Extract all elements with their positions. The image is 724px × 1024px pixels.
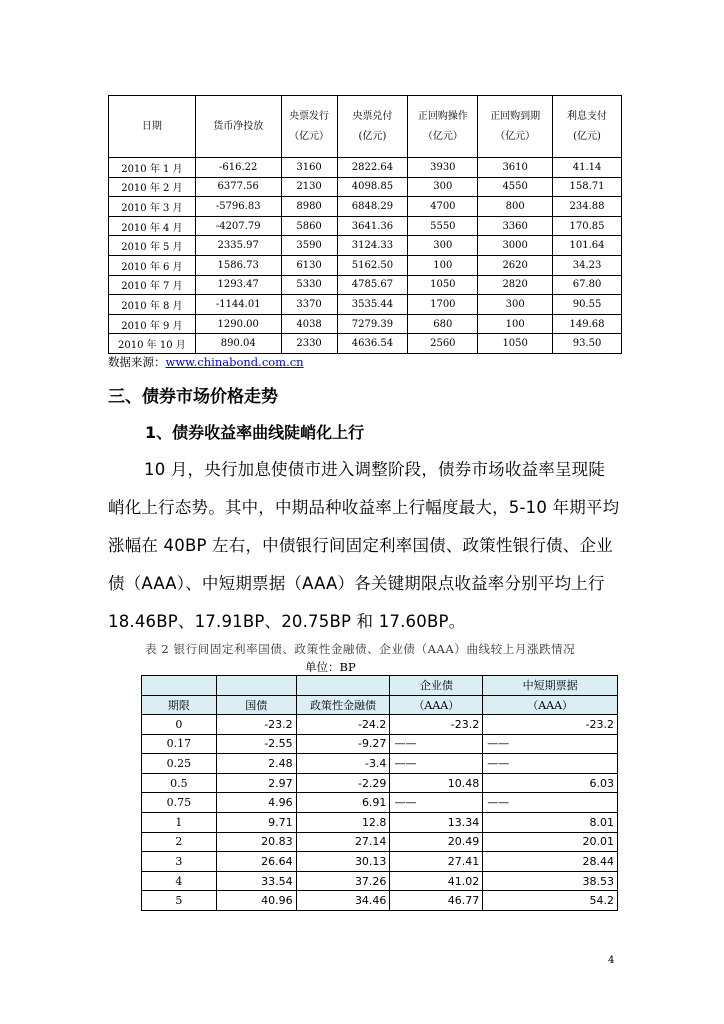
table-cell: 7279.39 — [337, 314, 408, 334]
table-cell: -9.27 — [296, 734, 390, 754]
table-cell: 2010 年 10 月 — [109, 334, 196, 354]
table2-header-cell: （AAA） — [483, 695, 618, 715]
table-cell: 5550 — [408, 216, 478, 236]
table-cell: 800 — [478, 197, 553, 217]
table-cell: 5162.50 — [337, 255, 408, 275]
table-cell: -5796.83 — [195, 197, 281, 217]
table-cell: -24.2 — [296, 715, 390, 735]
table-cell: -23.2 — [390, 715, 483, 735]
table2-header-cell: 政策性金融债 — [296, 695, 390, 715]
table-cell: 4.96 — [216, 793, 296, 813]
table-row — [109, 197, 622, 217]
table-cell: 30.13 — [296, 852, 390, 872]
header-line: 央票发行 — [289, 110, 330, 122]
table-cell: —— — [483, 793, 618, 813]
table-cell: 300 — [408, 236, 478, 256]
table2-header-cell: 企业债 — [390, 676, 483, 696]
table2-header-cell — [216, 676, 296, 696]
table-cell: -616.22 — [195, 158, 281, 178]
table2-header-cell — [296, 676, 390, 696]
table-row — [109, 295, 622, 315]
table-row — [142, 832, 618, 852]
table-cell: -23.2 — [483, 715, 618, 735]
table2-header-cell: （AAA） — [390, 695, 483, 715]
table2-unit: 单位：BP — [305, 660, 356, 674]
table-row — [142, 891, 618, 911]
table2-header-cell: 国债 — [216, 695, 296, 715]
header-line: 日期 — [141, 120, 162, 132]
table-cell: —— — [483, 754, 618, 774]
table-cell: 234.88 — [553, 197, 622, 217]
table-cell: 300 — [408, 177, 478, 197]
table-cell: 2010 年 6 月 — [109, 255, 196, 275]
table-row — [142, 812, 618, 832]
table-cell: 38.53 — [483, 871, 618, 891]
header-line: 利息支付 — [567, 110, 608, 122]
table-row — [109, 158, 622, 178]
table-cell: 10.48 — [390, 773, 483, 793]
table-cell: 5330 — [281, 275, 337, 295]
table-cell: 1 — [142, 812, 217, 832]
table-cell: 0.75 — [142, 793, 217, 813]
table-cell: 2.97 — [216, 773, 296, 793]
table-row — [142, 852, 618, 872]
table-cell: -23.2 — [216, 715, 296, 735]
data-source-note — [108, 354, 304, 370]
table-cell: 2822.64 — [337, 158, 408, 178]
table-cell: 4 — [142, 871, 217, 891]
table-row — [109, 216, 622, 236]
table-cell: 4785.67 — [337, 275, 408, 295]
table-row — [109, 275, 622, 295]
table-row — [142, 754, 618, 774]
table-row — [109, 314, 622, 334]
table-cell: 3610 — [478, 158, 553, 178]
table-cell: 2010 年 8 月 — [109, 295, 196, 315]
table-cell: 8980 — [281, 197, 337, 217]
table-cell: 3160 — [281, 158, 337, 178]
table2-header-cell: 期限 — [142, 695, 217, 715]
table-cell: 54.2 — [483, 891, 618, 911]
table-cell: 3930 — [408, 158, 478, 178]
table-cell: 27.41 — [390, 852, 483, 872]
table-cell: 2010 年 3 月 — [109, 197, 196, 217]
table-cell: 34.23 — [553, 255, 622, 275]
table-cell: —— — [390, 754, 483, 774]
table1-header-row — [109, 96, 622, 158]
table-cell: 2010 年 1 月 — [109, 158, 196, 178]
table-cell: 3360 — [478, 216, 553, 236]
table2-header-row-2 — [142, 695, 618, 715]
table-cell: 2010 年 2 月 — [109, 177, 196, 197]
table-cell: 6848.29 — [337, 197, 408, 217]
table1-header-cell — [408, 96, 478, 158]
table-cell: 34.46 — [296, 891, 390, 911]
table-row — [109, 334, 622, 354]
table2-header-cell: 中短期票据 — [483, 676, 618, 696]
table-row — [109, 255, 622, 275]
table-cell: 4038 — [281, 314, 337, 334]
table-cell: 2.48 — [216, 754, 296, 774]
table-row — [142, 734, 618, 754]
table-cell: 0.5 — [142, 773, 217, 793]
table-cell: 6130 — [281, 255, 337, 275]
table-cell: 2335.97 — [195, 236, 281, 256]
data-source-label: 数据来源： — [108, 355, 166, 369]
table-cell: 158.71 — [553, 177, 622, 197]
header-line: 正回购到期 — [490, 110, 541, 122]
table-cell: 4636.54 — [337, 334, 408, 354]
header-line: (亿元) — [573, 130, 601, 142]
table-cell: 40.96 — [216, 891, 296, 911]
subsection-title: 1、债券收益率曲线陡峭化上行 — [145, 423, 365, 442]
table-row — [109, 177, 622, 197]
table-cell: 1293.47 — [195, 275, 281, 295]
table-cell: 2560 — [408, 334, 478, 354]
table-cell: —— — [390, 793, 483, 813]
table-cell: 2820 — [478, 275, 553, 295]
table-cell: 300 — [478, 295, 553, 315]
data-source-link[interactable]: www.chinabond.com.cn — [165, 355, 304, 369]
table-cell: 27.14 — [296, 832, 390, 852]
header-line: （亿元） — [495, 130, 536, 142]
table-cell: 20.01 — [483, 832, 618, 852]
section-title: 三、债券市场价格走势 — [108, 387, 278, 407]
table-cell: 28.44 — [483, 852, 618, 872]
table-cell: 1700 — [408, 295, 478, 315]
table-cell: 6.91 — [296, 793, 390, 813]
table-cell: 100 — [478, 314, 553, 334]
table-cell: 26.64 — [216, 852, 296, 872]
table-cell: 100 — [408, 255, 478, 275]
header-line: 货币净投放 — [213, 120, 264, 132]
table-cell: 20.49 — [390, 832, 483, 852]
table-cell: 20.83 — [216, 832, 296, 852]
table-cell: 3000 — [478, 236, 553, 256]
table-cell: 13.34 — [390, 812, 483, 832]
table-cell: 41.14 — [553, 158, 622, 178]
table-cell: 5860 — [281, 216, 337, 236]
table1-header-cell — [553, 96, 622, 158]
table-cell: 4700 — [408, 197, 478, 217]
table-cell: 6377.56 — [195, 177, 281, 197]
table-cell: -4207.79 — [195, 216, 281, 236]
table-cell: 67.80 — [553, 275, 622, 295]
table2-header-row-1 — [142, 676, 618, 696]
table-cell: 3590 — [281, 236, 337, 256]
body-paragraph: 10 月，央行加息使债市进入调整阶段，债券市场收益率呈现陡峭化上行态势。其中，中期品种收益率上行幅度最大，5-10 年期平均涨幅在 40BP 左右，中债银行间固定利率国债、政策性银行债、企业债（AAA）、中短期票据（AAA）各关键期限点收益率分别平均上行 18.46BP、17.91BP、20.75BP 和 17.60BP。 — [108, 460, 620, 631]
table-cell: 41.02 — [390, 871, 483, 891]
table-cell: 33.54 — [216, 871, 296, 891]
table-row — [142, 773, 618, 793]
table-cell: 4098.85 — [337, 177, 408, 197]
table-cell: 2130 — [281, 177, 337, 197]
table-cell: 2010 年 7 月 — [109, 275, 196, 295]
table-cell: -2.55 — [216, 734, 296, 754]
table-row — [109, 236, 622, 256]
header-line: 央票兑付 — [352, 110, 393, 122]
table-cell: 1050 — [478, 334, 553, 354]
table1-header-cell — [478, 96, 553, 158]
table-cell: 680 — [408, 314, 478, 334]
table-cell: -2.29 — [296, 773, 390, 793]
table-cell: 170.85 — [553, 216, 622, 236]
table-cell: 0 — [142, 715, 217, 735]
table-row — [142, 871, 618, 891]
table-cell: —— — [390, 734, 483, 754]
table-cell: 8.01 — [483, 812, 618, 832]
table-cell: 2 — [142, 832, 217, 852]
header-line: (亿元) — [358, 130, 387, 142]
table-cell: 4550 — [478, 177, 553, 197]
table-cell: 2010 年 9 月 — [109, 314, 196, 334]
table2-header-cell — [142, 676, 217, 696]
money-market-operations-table — [108, 95, 622, 354]
table-row — [142, 793, 618, 813]
page-number: 4 — [608, 955, 615, 966]
table1-header-cell — [109, 96, 196, 158]
table-cell: 890.04 — [195, 334, 281, 354]
table-cell: 1290.00 — [195, 314, 281, 334]
header-line: 正回购操作 — [417, 110, 468, 122]
table-cell: 12.8 — [296, 812, 390, 832]
table-cell: 2620 — [478, 255, 553, 275]
table-cell: —— — [483, 734, 618, 754]
table-cell: 3535.44 — [337, 295, 408, 315]
table-cell: 149.68 — [553, 314, 622, 334]
table-cell: 37.26 — [296, 871, 390, 891]
table-cell: 3370 — [281, 295, 337, 315]
header-line: （亿元） — [289, 130, 330, 142]
table-cell: 3641.36 — [337, 216, 408, 236]
yield-change-table — [141, 675, 618, 911]
table-cell: 2330 — [281, 334, 337, 354]
table-cell: 2010 年 5 月 — [109, 236, 196, 256]
table2-caption: 表 2 银行间固定利率国债、政策性金融债、企业债（AAA）曲线较上月涨跌情况 — [145, 642, 576, 656]
table-cell: -1144.01 — [195, 295, 281, 315]
table1-header-cell — [195, 96, 281, 158]
table-cell: 1050 — [408, 275, 478, 295]
table-row — [142, 715, 618, 735]
table-cell: 3 — [142, 852, 217, 872]
table-cell: 46.77 — [390, 891, 483, 911]
table-cell: 101.64 — [553, 236, 622, 256]
table-cell: 3124.33 — [337, 236, 408, 256]
table-cell: 93.50 — [553, 334, 622, 354]
table-cell: 0.25 — [142, 754, 217, 774]
table-cell: 2010 年 4 月 — [109, 216, 196, 236]
table-cell: 9.71 — [216, 812, 296, 832]
table-cell: -3.4 — [296, 754, 390, 774]
table1-header-cell — [281, 96, 337, 158]
table1-header-cell — [337, 96, 408, 158]
table-cell: 1586.73 — [195, 255, 281, 275]
table-cell: 90.55 — [553, 295, 622, 315]
table-cell: 0.17 — [142, 734, 217, 754]
header-line: （亿元） — [422, 130, 463, 142]
table-cell: 6.03 — [483, 773, 618, 793]
table-cell: 5 — [142, 891, 217, 911]
